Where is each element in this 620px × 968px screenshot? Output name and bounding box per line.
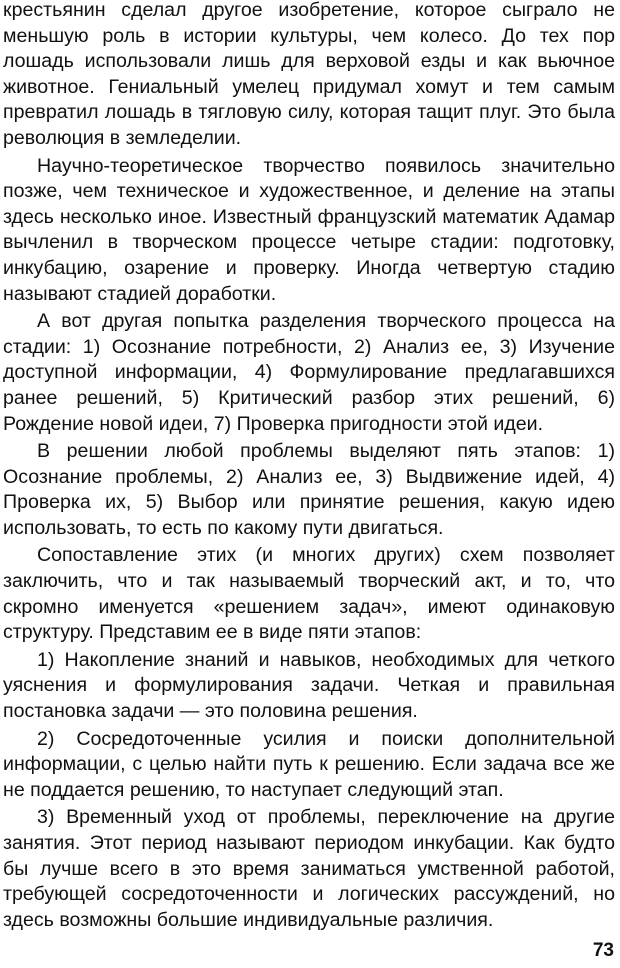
- paragraph: Сопоставление этих (и многих других) схем позволяет заключить, что и так называемый творческий акт, и то, что скромно именуется «решением задач», имеют одинаковую структуру. Представим ее в виде пяти этапов:: [3, 544, 615, 644]
- paragraph: А вот другая попытка разделения творческого процесса на стадии: 1) Осознание потребности, 2) Анализ ее, 3) Изучение доступной информации, 4) Формулирование предлагавшихся ранее решений, 5) Критический разбор этих решений, 6) Рождение новой идеи, 7) Проверка пригодности этой идеи.: [3, 310, 615, 435]
- paragraph: 3) Временный уход от проблемы, переключение на другие занятия. Этот период называют периодом инкубации. Как будто бы лучше всего в это время заниматься умственной работой, требующей сосредоточенности и логических рассуждений, но здесь возможны большие индивидуальные различия.: [3, 806, 615, 931]
- body-text: [3, 0, 615, 935]
- paragraph: крестьянин сделал другое изобретение, которое сыграло не меньшую роль в истории культуры, чем колесо. До тех пор лошадь использовали лишь для верховой езды и как вьючное животное. Гениальный умелец придумал хомут и тем самым превратил лошадь в тягловую силу, которая тащит плуг. Это была революция в земледелии.: [3, 0, 615, 149]
- paragraph: Научно-теоретическое творчество появилось значительно позже, чем техническое и художественное, и деление на этапы здесь несколько иное. Известный французский математик Адамар вычленил в творческом процессе четыре стадии: подготовку, инкубацию, озарение и проверку. Иногда четвертую стадию называют стадией доработки.: [3, 154, 615, 305]
- paragraph: 1) Накопление знаний и навыков, необходимых для четкого уяснения и формулирования задачи. Четкая и правильная постановка задачи — это половина решения.: [3, 648, 615, 723]
- paragraph: В решении любой проблемы выделяют пять этапов: 1) Осознание проблемы, 2) Анализ ее, 3) Выдвижение идей, 4) Проверка их, 5) Выбор или принятие решения, какую идею использовать, то есть по какому пути двигаться.: [3, 440, 615, 539]
- paragraph: 2) Сосредоточенные усилия и поиски дополнительной информации, с целью найти путь к решению. Если задача все же не поддается решению, то наступает следующий этап.: [3, 727, 615, 801]
- page-number: 73: [592, 940, 614, 961]
